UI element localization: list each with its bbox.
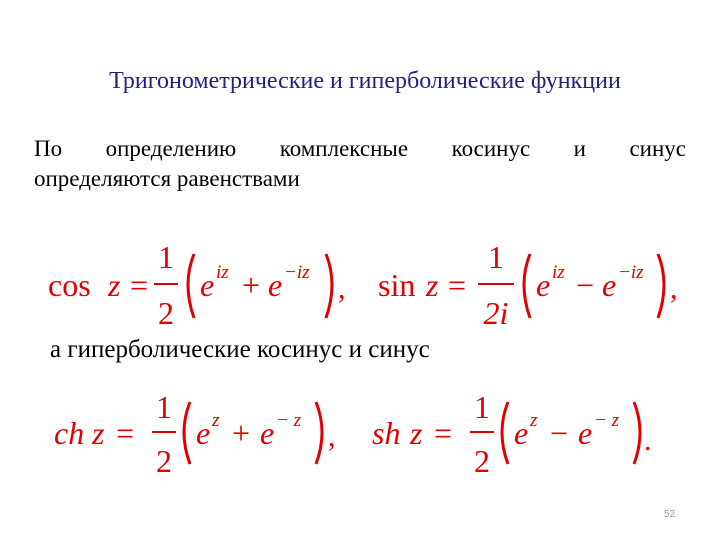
left-paren — [524, 254, 530, 318]
punctuation: , — [338, 272, 346, 305]
numerator: 1 — [474, 389, 490, 425]
punctuation: . — [644, 424, 652, 457]
exponent: −iz — [618, 262, 644, 283]
intro-paragraph — [34, 134, 686, 194]
intro-word: По — [34, 136, 63, 161]
right-paren — [326, 254, 332, 318]
exp-base: e — [514, 415, 529, 451]
left-paren — [188, 254, 194, 318]
denominator: 2i — [483, 295, 509, 331]
formula-cos — [48, 238, 348, 339]
formula-sh — [372, 389, 662, 487]
func-name: sin — [378, 267, 416, 303]
variable: z — [426, 267, 439, 303]
equals-sign: = — [116, 415, 135, 451]
denominator: 2 — [156, 443, 172, 479]
equals-sign: = — [434, 415, 453, 451]
numerator: 1 — [488, 239, 504, 275]
func-name: sh — [372, 415, 401, 451]
intro-word: синус — [629, 136, 686, 161]
exponent: − z — [594, 410, 619, 431]
variable: z — [92, 415, 105, 451]
exp-base: e — [200, 267, 215, 303]
slide-title: Тригонометрические и гиперболические функции — [109, 68, 621, 94]
variable: z — [108, 267, 121, 303]
exponent: z — [212, 410, 220, 431]
exponent: − z — [276, 410, 301, 431]
intro-word: определению — [105, 136, 237, 161]
numerator: 1 — [156, 389, 172, 425]
exponent: z — [530, 410, 538, 431]
exponent: iz — [552, 262, 565, 283]
intro-line-2: определяются равенствами — [34, 166, 300, 191]
right-paren — [634, 402, 640, 464]
intro-word: и — [573, 136, 586, 161]
exponent: iz — [216, 262, 229, 283]
exp-base: e — [268, 267, 283, 303]
formula-sin — [378, 238, 678, 339]
right-paren — [316, 402, 322, 464]
exp-base: e — [578, 415, 593, 451]
page-number: 52 — [664, 509, 676, 520]
punctuation: , — [670, 272, 678, 305]
variable: z — [410, 415, 423, 451]
subheading: а гиперболические косинус и синус — [50, 336, 430, 363]
numerator: 1 — [158, 239, 174, 275]
punctuation: , — [328, 420, 336, 453]
exp-base: e — [196, 415, 211, 451]
exp-base: e — [602, 267, 617, 303]
formula-ch — [54, 389, 344, 487]
left-paren — [184, 402, 190, 464]
equals-sign: = — [130, 267, 149, 303]
func-name: ch — [54, 415, 85, 451]
exp-base: e — [536, 267, 551, 303]
left-paren — [502, 402, 508, 464]
intro-word: комплексные — [279, 136, 409, 161]
operator: + — [232, 415, 251, 451]
intro-word: косинус — [451, 136, 531, 161]
denominator: 2 — [474, 443, 490, 479]
equals-sign: = — [448, 267, 467, 303]
operator: + — [242, 267, 261, 303]
operator: − — [550, 415, 569, 451]
exponent: −iz — [284, 262, 310, 283]
exp-base: e — [260, 415, 275, 451]
intro-line-1 — [34, 134, 686, 164]
operator: − — [576, 267, 595, 303]
func-name: cos — [48, 267, 91, 303]
right-paren — [658, 254, 664, 318]
denominator: 2 — [158, 295, 174, 331]
